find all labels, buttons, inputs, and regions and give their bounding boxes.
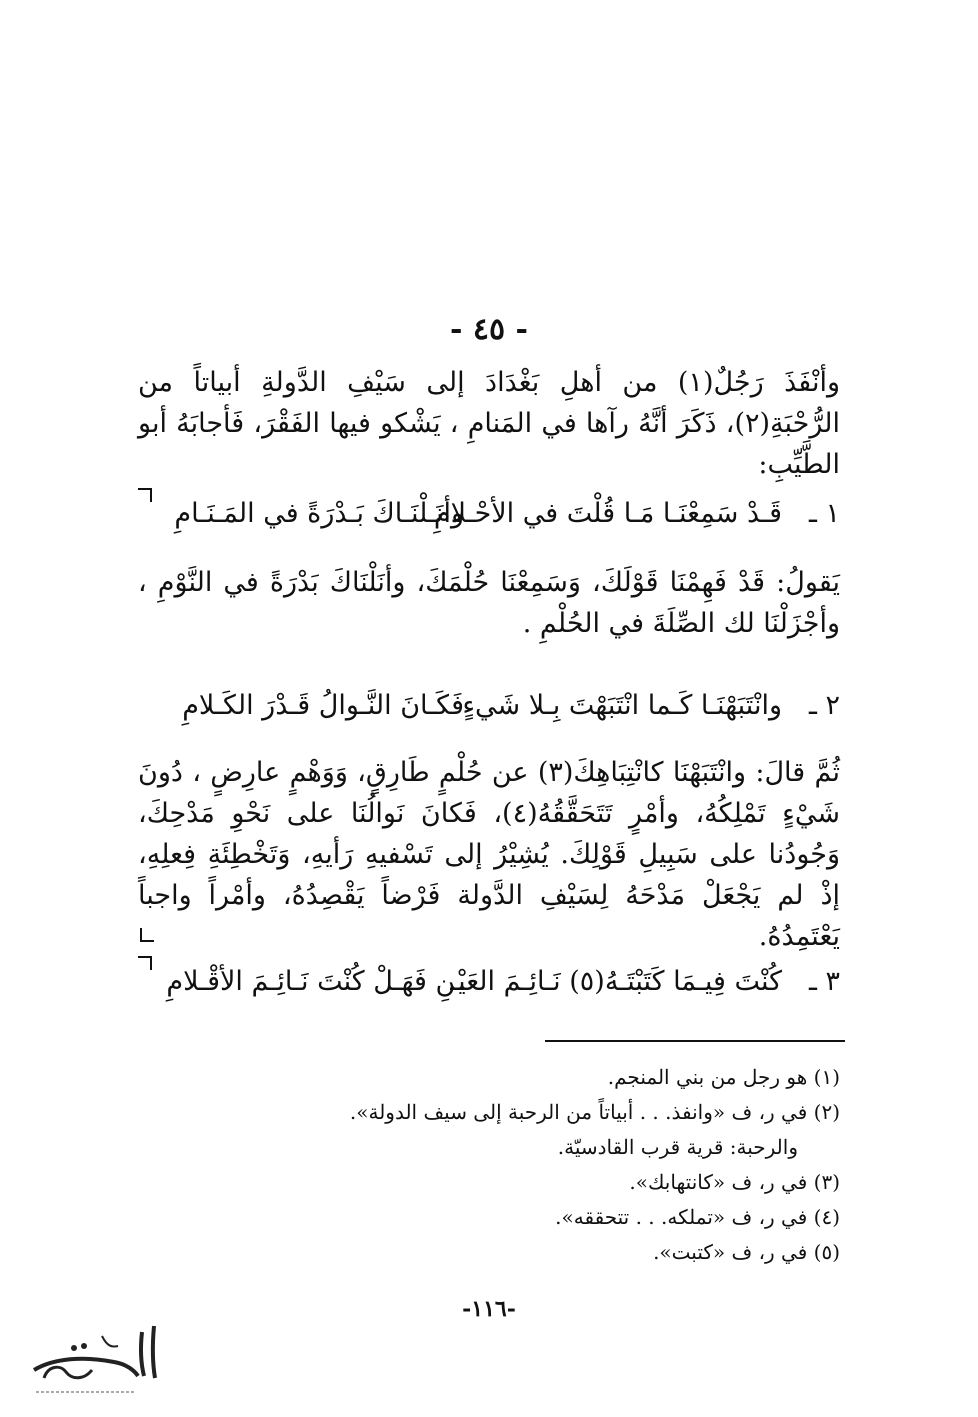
verse-line [138, 494, 840, 534]
verse-line [138, 686, 840, 726]
footnote-continuation: والرحبة: قرية قرب القادسيّة. [557, 1135, 798, 1159]
verse-number: ١ ـ [808, 498, 840, 529]
verse-hemistich-first: كُنْتَ فِيـمَا كَتَبْتَـهُ(٥) نَـائِـمَ العَيْـ [450, 966, 782, 997]
verse-line [138, 962, 840, 1002]
footnote: (٥) في ر، ف «كتبت». [653, 1240, 840, 1264]
intro-paragraph: وأنْفَذَ رَجُلٌ(١) من أهلِ بَغْدَادَ إلى سَيْفِ الدَّولةِ أبياتاً من الرُّحْبَةِ(٢)، ذَكَرَ أنَّهُ رآها في المَنامِ ، يَشْكو فيها الفَقْرَ، فَأجابَهُ أبو الطَّيِّبِ: [138, 367, 840, 480]
footnote: (٢) في ر، ف «وانفذ. . . أبياتاً من الرحبة إلى سيف الدولة». [349, 1100, 840, 1124]
verse-hemistich-second: فَكَـانَ النَّـوالُ قَـدْرَ الكَـلامِ [182, 690, 464, 721]
verse-commentary: يَقولُ: قَدْ فَهِمْنَا قَوْلَكَ، وَسَمِعْنَا حُلْمَكَ، وأنَلْنَاكَ بَدْرَةً في النَّوْمِ ، وأجْزَلْنَا لك الصِّلَةَ في الحُلْمِ . [138, 567, 840, 639]
verse-hemistich-first: وانْتَبَهْنَـا كَـما انْتَبَهْتَ بِـلا شَيءٍ [462, 690, 782, 721]
footnote: (٣) في ر، ف «كانتهابك». [629, 1170, 840, 1194]
footnote: (١) هو رجل من بني المنجم. [607, 1065, 840, 1089]
verse-hemistich-first: قَـدْ سَمِعْنَـا مَـا قُلْتَ في الأحْـلامِ [433, 498, 782, 529]
footnote-divider [545, 1040, 845, 1042]
verse-hemistich-second: وأنَـلْنَـاكَ بَـدْرَةً في المَـنَـامِ [174, 498, 464, 529]
section-number: - ٤٥ - [449, 312, 529, 347]
page-number: -١١٦- [462, 1296, 516, 1322]
footnote: (٤) في ر، ف «تملكه. . . تتحققه». [555, 1205, 840, 1229]
calligraphy-logo-icon [14, 1318, 164, 1398]
verse-number: ٢ ـ [808, 690, 840, 721]
verse-hemistich-second: ـنِ فَهَـلْ كُنْتَ نَـائِـمَ الأقْـلامِ [166, 966, 464, 997]
verse-commentary: ثُمَّ قالَ: وانْتَبَهْنَا كانْتِبَاهِكَ(٣) عن حُلْمٍ طَارِقٍ، وَوَهْمٍ عارِضٍ ، دُونَ شَيْءٍ تَمْلِكُهُ، وأمْرٍ تَتَحَقَّقُهُ(٤)، فَكانَ نَوالُنَا على نَحْوِ مَدْحِكَ، وَجُودُنا على سَبِيلِ قَوْلِكَ. يُشِيْرُ إلى تَسْفيهِ رَأيهِ، وَتَخْطِئَةِ فِعلِهِ، إذْ لم يَجْعَلْ مَدْحَهُ لِسَيْفِ الدَّولة فَرْضاً يَقْصِدُهُ، وأمْراً واجباً يَعْتَمِدُهُ. [138, 757, 840, 952]
verse-number: ٣ ـ [808, 966, 840, 997]
footnotes [140, 1060, 840, 1270]
verse-bracket-icon [140, 928, 154, 942]
